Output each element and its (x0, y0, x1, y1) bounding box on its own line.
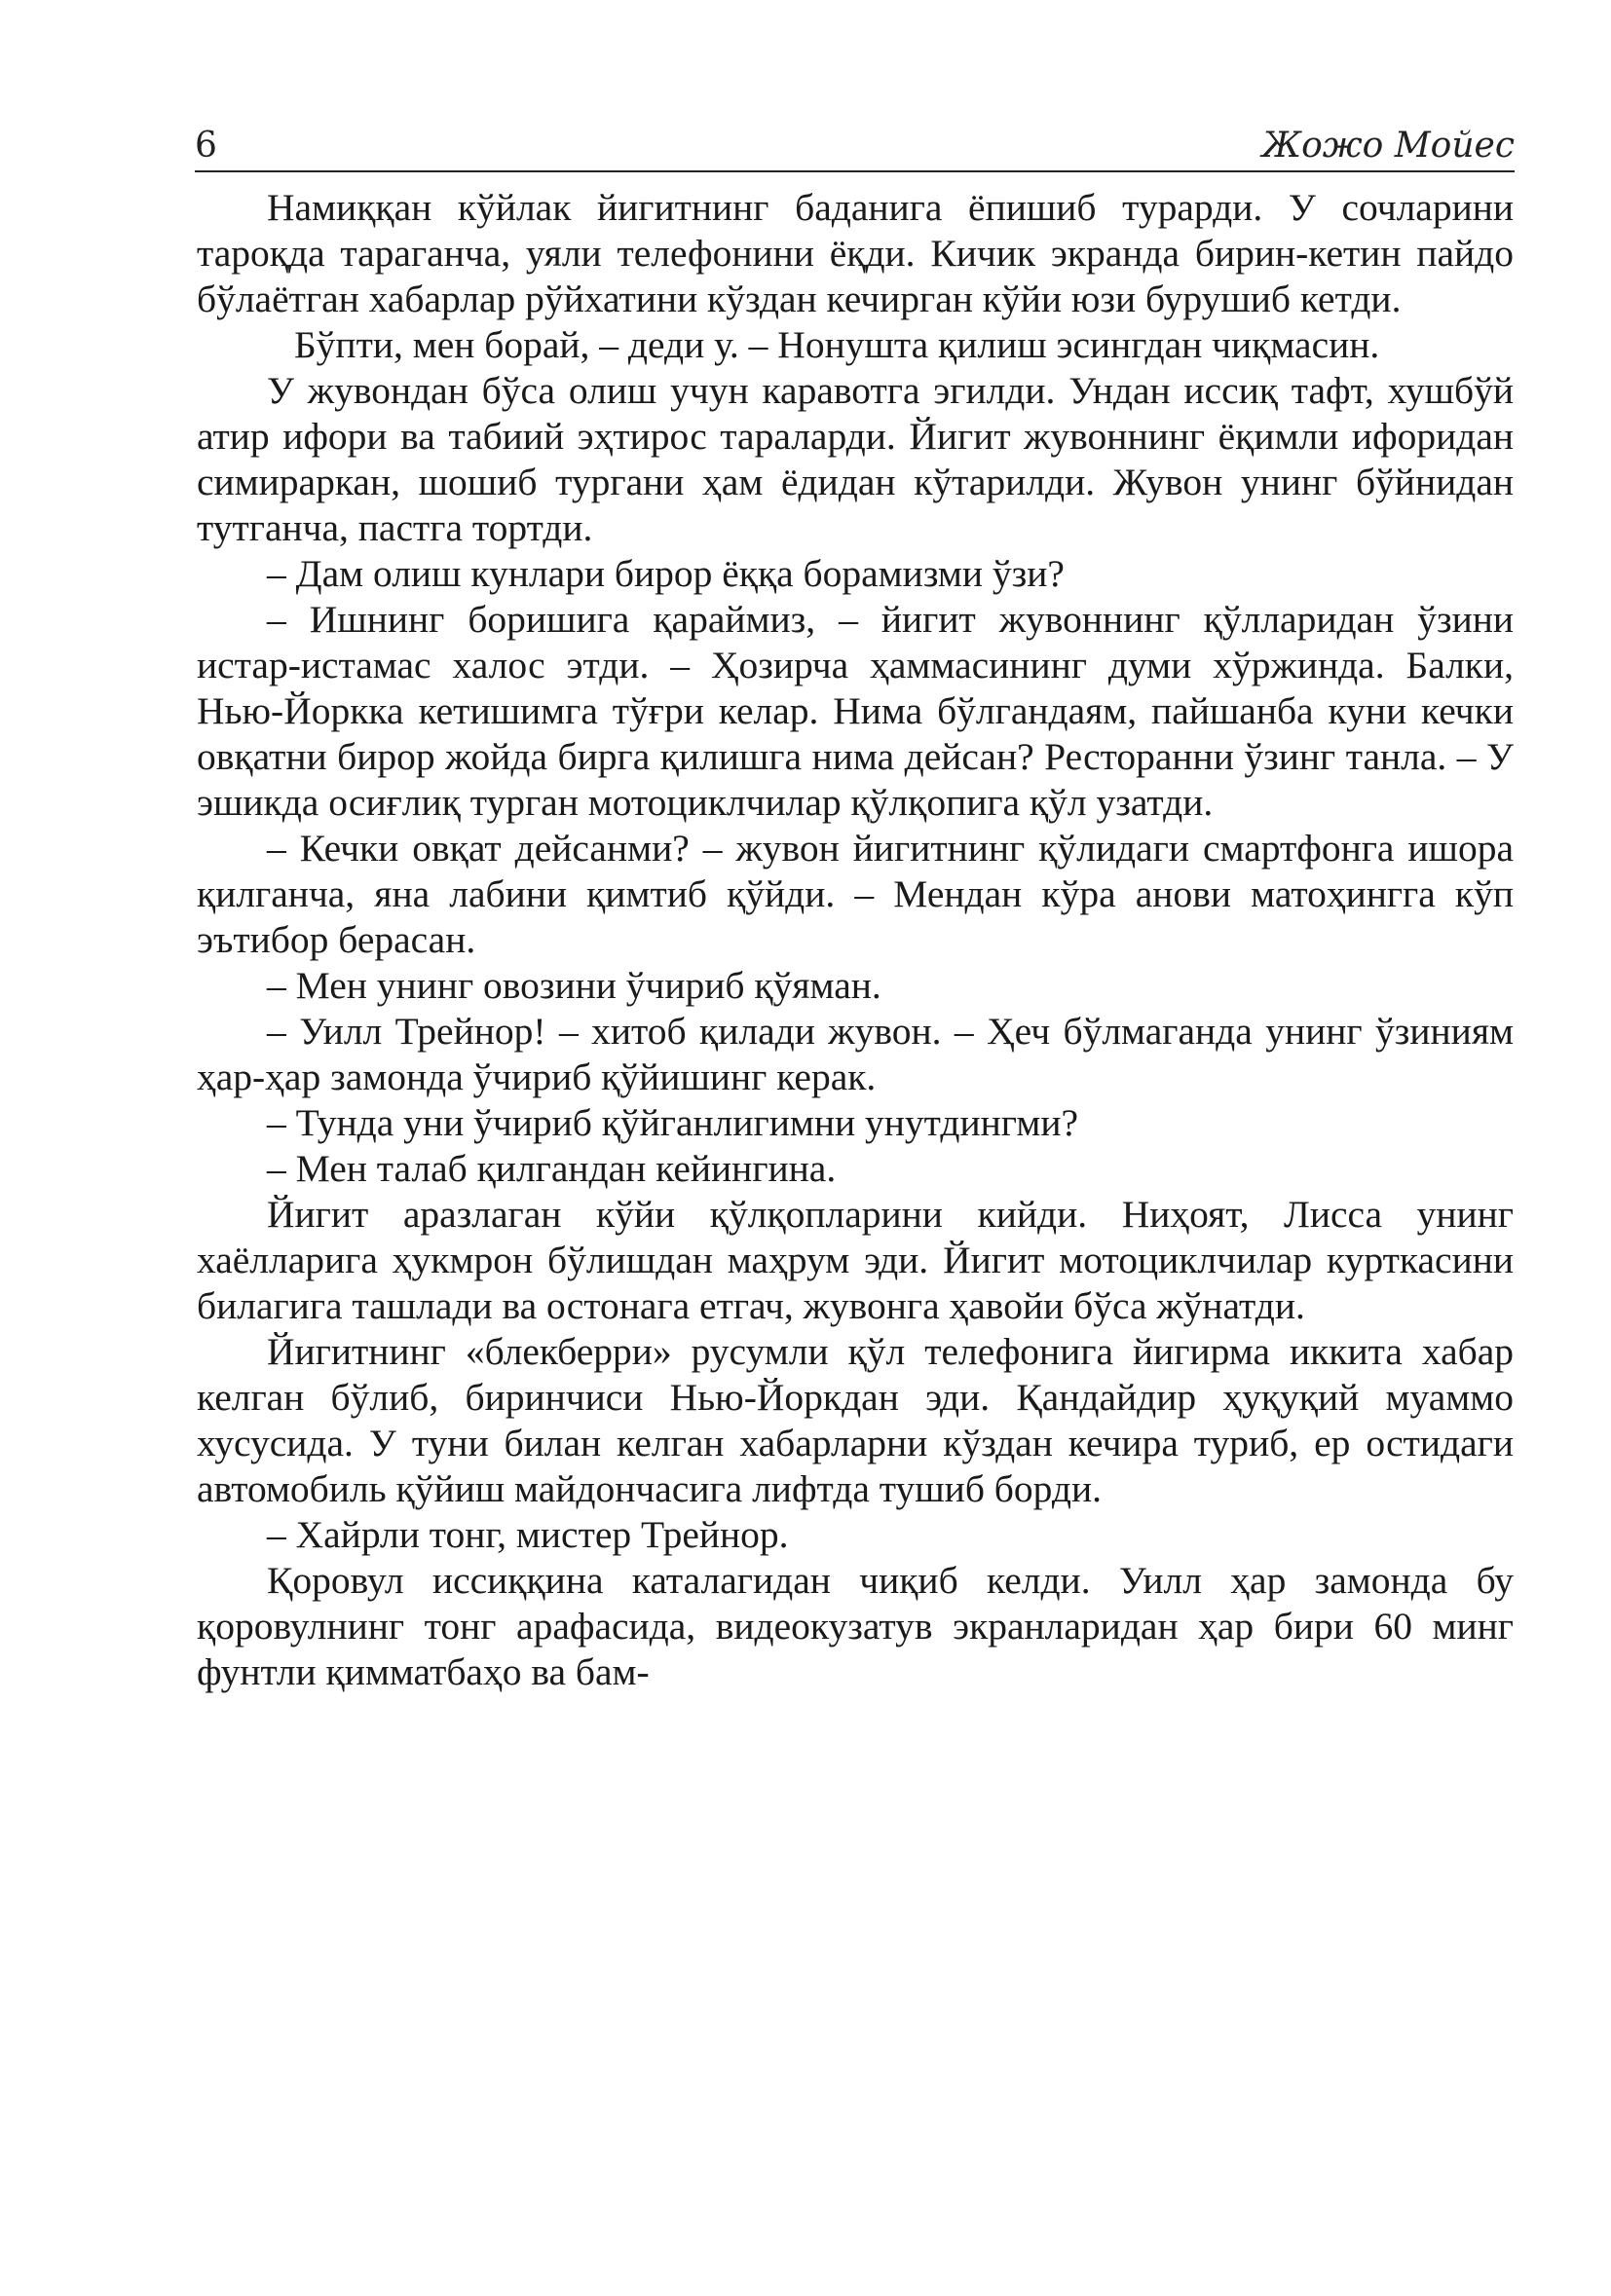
paragraph: – Ишнинг боришига қараймиз, – йигит жувоннинг қўлларидан ўзини истар-истамас халос этди. – Ҳозирча ҳаммасининг думи хўржинда. Балки, Нью-Йоркка кетишимга тўғри келар. Нима бўлгандаям, пайшанба куни кечки овқатни бирор жойда бирга қилишга нима дейсан? Ресторанни ўзинг танла. – У эшикда осиғлиқ турган мотоциклчилар қўлқопига қўл узатди. (197, 598, 1514, 824)
paragraph: – Хайрли тонг, мистер Трейнор. (267, 1513, 789, 1556)
body-text (197, 185, 1514, 1695)
page-header (195, 122, 1515, 172)
paragraph: – Тунда уни ўчириб қўйганлигимни унутдингми? (267, 1101, 1079, 1144)
paragraph: У жувондан бўса олиш учун каравотга эгилди. Ундан иссиқ тафт, хушбўй атир ифори ва табиий эҳтирос тараларди. Йигит жувоннинг ёқимли ифоридан симираркан, шошиб тургани ҳам ёдидан кўтарилди. Жувон унинг бўйнидан тутганча, пастга тортди. (197, 369, 1514, 549)
paragraph: Йигит аразлаган кўйи қўлқопларини кийди. Ниҳоят, Лисса унинг хаёлларига ҳукмрон бўлишдан маҳрум эди. Йигит мотоциклчилар курткасини билагига ташлади ва остонага етгач, жувонга ҳавойи бўса жўнатди. (197, 1193, 1514, 1327)
paragraph: – Уилл Трейнор! – хитоб қилади жувон. – Ҳеч бўлмаганда унинг ўзиниям ҳар-ҳар замонда ўчириб қўйишинг керак. (197, 1010, 1514, 1098)
paragraph: Қоровул иссиққина каталагидан чиқиб келди. Уилл ҳар замонда бу қоровулнинг тонг арафасида, видеокузатув экранларидан ҳар бири 60 минг фунтли қимматбаҳо ва бам- (197, 1559, 1514, 1693)
page-number: 6 (195, 126, 217, 166)
paragraph: – Кечки овқат дейсанми? – жувон йигитнинг қўлидаги смартфонга ишора қилганча, яна лабини қимтиб қўйди. – Мендан кўра анови матоҳингга кўп эътибор берасан. (197, 827, 1514, 961)
running-title: Жожо Мойес (1261, 126, 1515, 166)
paragraph: – Мен унинг овозини ўчириб қўяман. (267, 964, 881, 1007)
paragraph: – Дам олиш кунлари бирор ёққа борамизми ўзи? (267, 552, 1065, 595)
paragraph: Бўпти, мен борай, – деди у. – Нонушта қилиш эсингдан чиқмасин. (294, 323, 1380, 366)
paragraph: Намиққан кўйлак йигитнинг баданига ёпишиб турарди. У сочларини тароқда тараганча, уяли телефонини ёқди. Кичик экранда бирин-кетин пайдо бўлаётган хабарлар рўйхатини кўздан кечирган кўйи юзи бурушиб кетди. (197, 186, 1514, 320)
paragraph: Йигитнинг «блекберри» русумли қўл телефонига йигирма иккита хабар келган бўлиб, биринчиси Нью-Йоркдан эди. Қандайдир ҳуқуқий муаммо хусусида. У туни билан келган хабарларни кўздан кечира туриб, ер остидаги автомобиль қўйиш майдончасига лифтда тушиб борди. (197, 1330, 1514, 1510)
paragraph: – Мен талаб қилгандан кейингина. (267, 1147, 837, 1190)
